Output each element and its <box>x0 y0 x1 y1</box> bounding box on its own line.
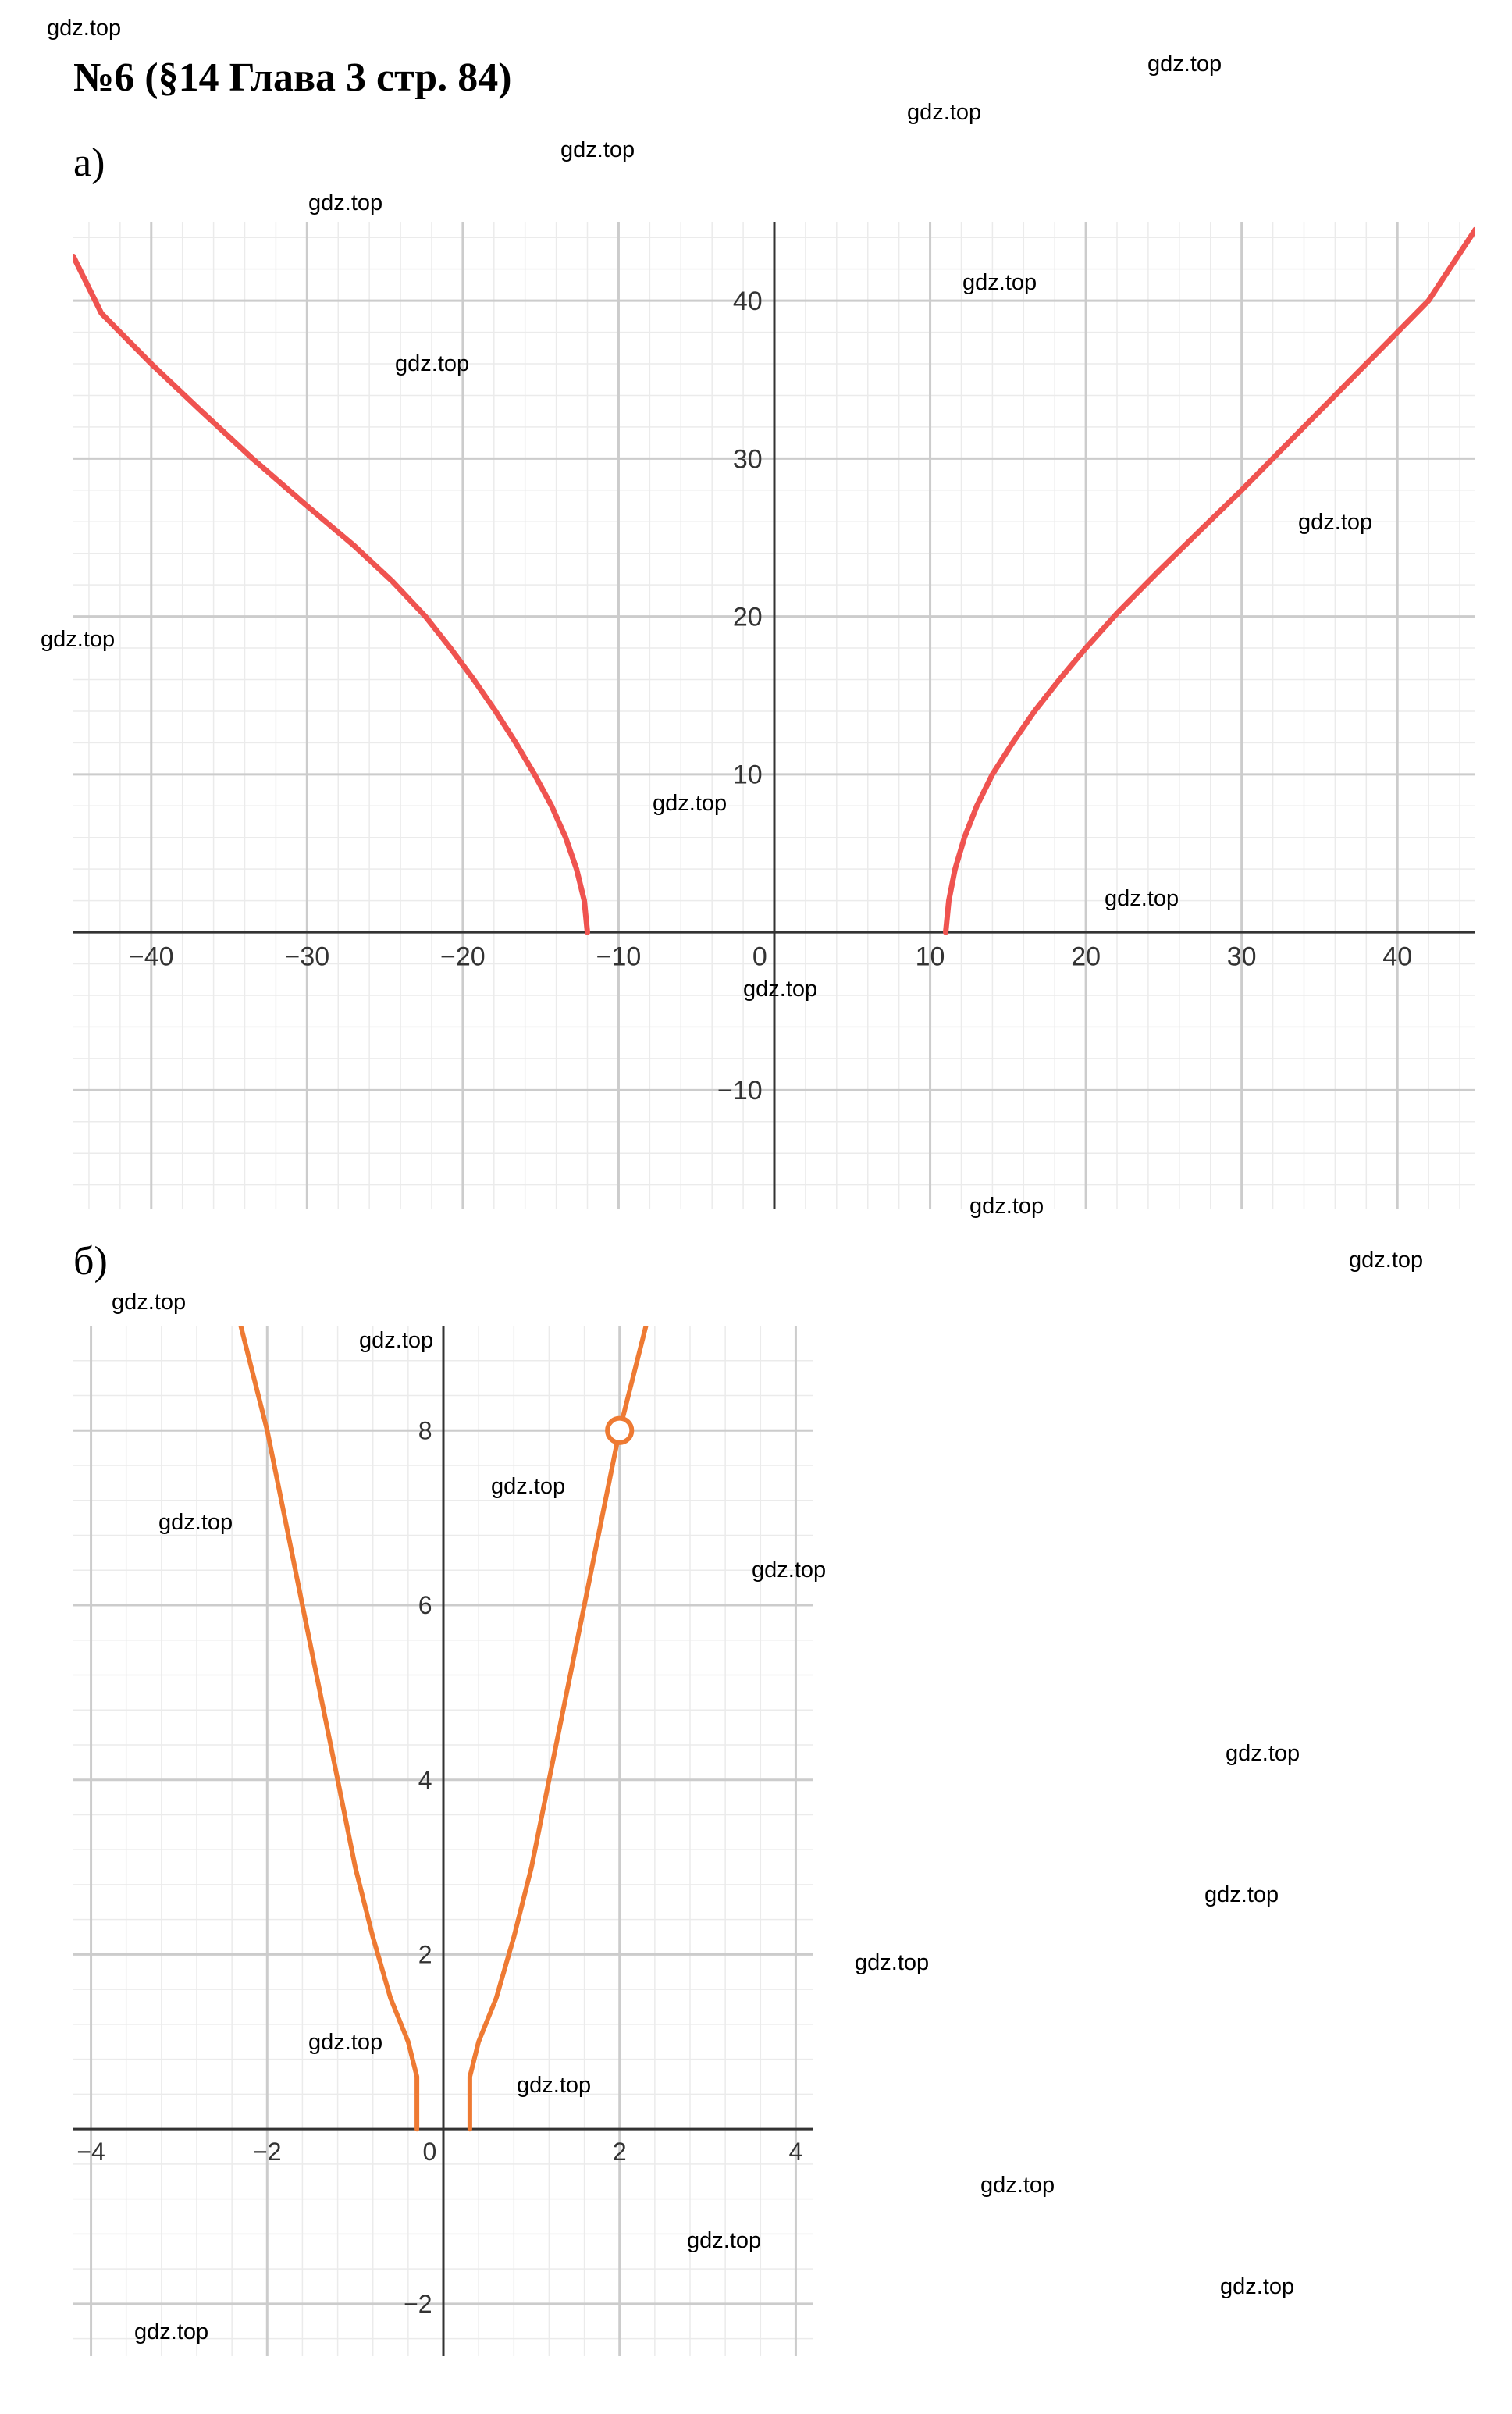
x-tick-label: −4 <box>76 2138 105 2167</box>
x-tick-label: 0 <box>422 2138 437 2167</box>
x-tick-label: −20 <box>440 942 486 972</box>
graph-a <box>73 222 1475 1209</box>
graph-b <box>73 1326 813 2356</box>
y-tick-label: 40 <box>732 287 763 317</box>
x-tick-label: 10 <box>915 942 945 972</box>
open-point-marker <box>607 1419 631 1443</box>
watermark-text: gdz.top <box>1105 886 1179 911</box>
x-tick-label: 4 <box>788 2138 803 2167</box>
watermark-text: gdz.top <box>907 100 982 125</box>
watermark-text: gdz.top <box>1226 1741 1300 1766</box>
watermark-text: gdz.top <box>112 1290 187 1315</box>
watermark-text: gdz.top <box>47 16 122 41</box>
watermark-text: gdz.top <box>158 1510 233 1535</box>
watermark-text: gdz.top <box>1220 2274 1295 2299</box>
x-tick-label: 30 <box>1226 942 1257 972</box>
x-tick-label: 40 <box>1382 942 1413 972</box>
watermark-text: gdz.top <box>980 2173 1055 2198</box>
watermark-text: gdz.top <box>687 2228 762 2253</box>
y-tick-label: −2 <box>404 2290 432 2319</box>
watermark-text: gdz.top <box>308 2030 383 2055</box>
x-tick-label: −30 <box>284 942 330 972</box>
x-tick-label: −40 <box>128 942 174 972</box>
part-b-label: б) <box>73 1239 108 1284</box>
watermark-text: gdz.top <box>653 791 728 816</box>
watermark-text: gdz.top <box>962 270 1037 295</box>
page-title: №6 (§14 Глава 3 стр. 84) <box>73 55 512 100</box>
y-tick-label: 8 <box>418 1416 432 1445</box>
watermark-text: gdz.top <box>1298 510 1373 535</box>
y-tick-label: −10 <box>717 1076 763 1106</box>
y-tick-label: 4 <box>418 1765 432 1794</box>
y-tick-label: 30 <box>732 444 763 475</box>
watermark-text: gdz.top <box>969 1194 1044 1219</box>
watermark-text: gdz.top <box>134 2320 209 2345</box>
x-tick-label: −2 <box>253 2138 282 2167</box>
watermark-text: gdz.top <box>1147 52 1222 77</box>
part-a-label: а) <box>73 141 105 185</box>
watermark-text: gdz.top <box>1349 1248 1424 1273</box>
watermark-text: gdz.top <box>560 137 635 162</box>
watermark-text: gdz.top <box>1204 1882 1279 1907</box>
y-tick-label: 10 <box>732 760 763 790</box>
x-tick-label: 20 <box>1071 942 1101 972</box>
watermark-text: gdz.top <box>308 190 383 215</box>
watermark-text: gdz.top <box>395 351 470 376</box>
watermark-text: gdz.top <box>517 2073 592 2098</box>
x-tick-label: 2 <box>612 2138 627 2167</box>
x-tick-label: −10 <box>596 942 642 972</box>
y-tick-label: 20 <box>732 602 763 632</box>
y-tick-label: 2 <box>418 1940 432 1969</box>
watermark-text: gdz.top <box>743 977 818 1002</box>
watermark-text: gdz.top <box>491 1474 566 1499</box>
x-tick-label: 0 <box>752 942 767 972</box>
y-tick-label: 6 <box>418 1591 432 1620</box>
watermark-text: gdz.top <box>752 1558 827 1583</box>
watermark-text: gdz.top <box>359 1328 434 1353</box>
watermark-text: gdz.top <box>41 627 116 652</box>
watermark-text: gdz.top <box>855 1950 930 1975</box>
